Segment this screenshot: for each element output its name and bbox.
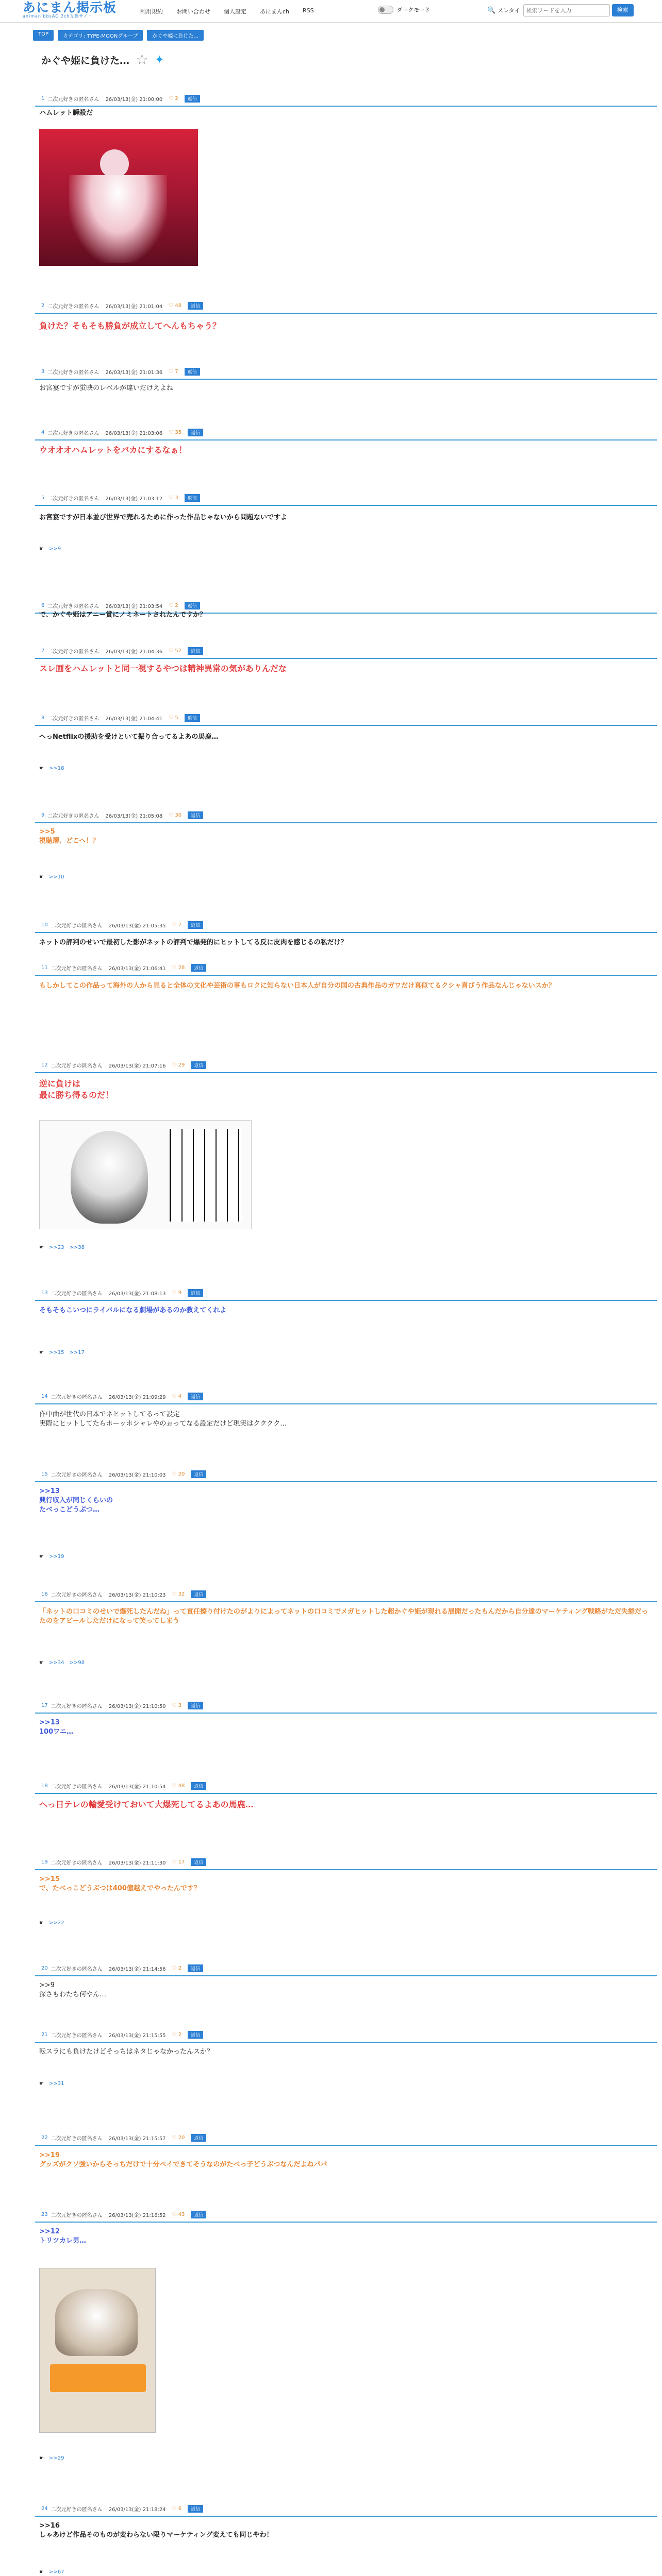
reply-link[interactable]: >>10 <box>48 874 64 880</box>
poster-name: 二次元好きの匿名さん <box>51 1063 103 1069</box>
post-body: そもそもこいつにライバルになる劇場があるのか教えてくれよ <box>39 1307 227 1314</box>
post-body: >>13 100ワニ… <box>39 1719 74 1736</box>
post-body: ネットの評判のせいで最初した影がネットの評判で爆発的にヒットしてる反に皮肉を感じるの私だけ？ <box>39 939 347 946</box>
reply-button[interactable]: 返信 <box>185 368 200 376</box>
post-date: 26/03/13(金) 21:16:52 <box>108 2212 166 2218</box>
reply-button[interactable]: 返信 <box>188 2505 203 2513</box>
post-divider <box>35 1403 657 1404</box>
post-number[interactable]: 18 <box>41 1783 48 1789</box>
reply-button[interactable]: 返信 <box>191 1782 206 1790</box>
post-date: 26/03/13(金) 21:01:36 <box>105 369 163 376</box>
post-number[interactable]: 2 <box>41 302 45 309</box>
post-date: 26/03/13(金) 21:08:13 <box>108 1291 166 1297</box>
post-meta <box>41 1857 206 1867</box>
post-number[interactable]: 7 <box>41 648 45 654</box>
post-meta <box>41 366 200 377</box>
crumb-category[interactable]: カテゴリ: TYPE-MOONグループ <box>58 30 143 41</box>
post-body: 作中曲が世代の日本でネヒットしてるって設定 実際にヒットしてたらホーッホシャレやのぉってなる設定だけど現実はクククク… <box>39 1411 287 1428</box>
post-date: 26/03/13(金) 21:15:55 <box>108 2032 166 2039</box>
post-divider <box>35 975 657 976</box>
post-meta <box>41 1469 206 1479</box>
reply-link[interactable]: >>31 <box>48 2081 64 2087</box>
poster-name: 二次元好きの匿名さん <box>51 1291 103 1297</box>
reply-link[interactable]: >>67 <box>48 2569 64 2575</box>
poster-name: 二次元好きの匿名さん <box>51 965 103 972</box>
post-number[interactable]: 5 <box>41 495 45 501</box>
nav-contact[interactable]: お問い合わせ <box>176 8 210 15</box>
reply-hand-icon: ☛ <box>39 2455 44 2461</box>
reply-link[interactable]: >>17 <box>69 1350 85 1355</box>
reply-button[interactable]: 返信 <box>188 302 203 310</box>
post-divider <box>35 313 657 314</box>
reply-hand-icon: ☛ <box>39 1554 44 1560</box>
post-body: >>19 グッズがクソ強いからそっちだけで十分ペイできてそうなのがたべっ子どうぶつなんだよねパパ <box>39 2151 327 2168</box>
post-number[interactable]: 24 <box>41 2505 48 2512</box>
post-body: もしかしてこの作品って海外の人から見ると全体の文化や芸術の事もロクに知らない日本人が自分の国の古典作品のガワだけ真似てるクシャ喜びう作品なんじゃないスか？ <box>39 982 555 990</box>
post-meta <box>41 600 200 611</box>
reply-hand-icon: ☛ <box>39 874 44 880</box>
like-count[interactable]: ♡ 2 <box>172 1965 182 1971</box>
post-divider <box>35 2042 657 2043</box>
like-count[interactable]: ♡ 3 <box>172 1702 182 1708</box>
like-count[interactable]: ♡ 5 <box>169 715 178 721</box>
nav-terms[interactable]: 利用規約 <box>140 8 163 15</box>
reply-hand-icon: ☛ <box>39 766 44 771</box>
reply-hand-icon: ☛ <box>39 1920 44 1926</box>
poster-name: 二次元好きの匿名さん <box>47 96 100 103</box>
post-date: 26/03/13(金) 21:10:50 <box>108 1703 166 1709</box>
image-figure-icon <box>100 149 129 178</box>
reply-button[interactable]: 返信 <box>191 2134 206 2142</box>
search-button[interactable]: 検索 <box>612 4 634 16</box>
poster-name: 二次元好きの匿名さん <box>47 813 100 819</box>
post-number[interactable]: 14 <box>41 1393 48 1399</box>
post-divider <box>35 379 657 380</box>
post-number[interactable]: 10 <box>41 922 48 928</box>
poster-name: 二次元好きの匿名さん <box>47 430 100 436</box>
post-number[interactable]: 16 <box>41 1591 48 1597</box>
reply-button[interactable]: 返信 <box>185 494 200 502</box>
post-meta <box>41 1781 206 1791</box>
like-count[interactable]: ♡ 3 <box>169 495 178 501</box>
reply-button[interactable]: 返信 <box>188 429 203 436</box>
reply-button[interactable]: 返信 <box>191 1858 206 1866</box>
post-replies <box>39 874 64 882</box>
post-meta <box>41 2209 206 2219</box>
post-divider <box>35 1713 657 1714</box>
like-count[interactable]: ♡ 6 <box>172 2505 182 2512</box>
image-manga-head <box>71 1131 148 1224</box>
favorite-star-icon[interactable]: ☆ <box>136 51 149 68</box>
poster-name: 二次元好きの匿名さん <box>51 1860 103 1866</box>
reply-hand-icon: ☛ <box>39 1660 44 1666</box>
post-meta <box>41 713 200 723</box>
reply-button[interactable]: 返信 <box>191 964 206 972</box>
reply-link[interactable]: >>34 <box>48 1660 64 1666</box>
post-divider <box>35 1300 657 1301</box>
post-body: で、かぐや姫はアニー賞にノミネートされたんですか？ <box>39 611 207 619</box>
reply-link[interactable]: >>38 <box>69 1245 85 1250</box>
poster-name: 二次元好きの匿名さん <box>47 603 100 609</box>
post-meta <box>41 810 203 820</box>
post-number[interactable]: 22 <box>41 2134 48 2141</box>
like-count[interactable]: ♡ 32 <box>172 1591 185 1597</box>
post-meta <box>41 2503 203 2514</box>
post-body: >>16 しゃあけど作品そのものが変わらない限りマーケティング変えても同じやわ！ <box>39 2522 273 2539</box>
nav-animanch[interactable]: あにまんch <box>260 8 290 15</box>
post-date: 26/03/13(金) 21:10:23 <box>108 1592 166 1598</box>
poster-name: 二次元好きの匿名さん <box>47 716 100 722</box>
post-number[interactable]: 13 <box>41 1290 48 1296</box>
post-date: 26/03/13(金) 21:14:56 <box>108 1966 166 1972</box>
post-replies <box>39 1660 85 1667</box>
post-divider <box>35 106 657 107</box>
post-divider <box>35 2516 657 2517</box>
post-divider <box>35 725 657 726</box>
post-meta <box>41 646 203 656</box>
like-count[interactable]: ♡ 48 <box>172 1783 185 1789</box>
reply-button[interactable]: 返信 <box>188 1702 203 1709</box>
reply-hand-icon: ☛ <box>39 546 44 552</box>
reply-link[interactable]: >>22 <box>48 1920 64 1926</box>
post-date: 26/03/13(金) 21:06:41 <box>108 965 166 972</box>
like-count[interactable]: ♡ 2 <box>172 2031 182 2038</box>
poster-name: 二次元好きの匿名さん <box>51 1592 103 1598</box>
post-replies <box>39 1554 64 1561</box>
post-number[interactable]: 20 <box>41 1965 48 1971</box>
post-body: ヘっNetflixの援助を受けといて振り合ってるよあの馬鹿… <box>39 733 219 741</box>
post-replies <box>39 546 61 553</box>
reply-hand-icon: ☛ <box>39 1350 44 1355</box>
post-number[interactable]: 9 <box>41 812 45 818</box>
post-divider <box>35 1869 657 1870</box>
post-replies <box>39 766 64 773</box>
post-meta <box>41 1391 203 1401</box>
post-date: 26/03/13(金) 21:01:04 <box>105 303 163 310</box>
image-poster-title <box>50 2364 146 2392</box>
post-body: 転スラにも負けたけどそっちはネタじゃなかったんスか？ <box>39 2048 214 2056</box>
post-body: >>15 で、たべっこどうぶつは400億越えでやったんです？ <box>39 1875 201 1892</box>
post-divider <box>35 1481 657 1482</box>
reply-link[interactable]: >>29 <box>48 2455 64 2461</box>
nav-settings[interactable]: 個人設定 <box>224 8 246 15</box>
post-replies <box>39 1920 64 1927</box>
post-date: 26/03/13(金) 21:03:06 <box>105 430 163 436</box>
like-count[interactable]: ♡ 30 <box>169 812 182 818</box>
poster-name: 二次元好きの匿名さん <box>51 1472 103 1478</box>
like-count[interactable]: ♡ 28 <box>172 964 185 971</box>
reply-button[interactable]: 返信 <box>191 1061 206 1069</box>
reply-button[interactable]: 返信 <box>188 2031 203 2039</box>
image-dress-shape <box>69 175 167 263</box>
poster-name: 二次元好きの匿名さん <box>51 1966 103 1972</box>
post-divider <box>35 439 657 440</box>
post-date: 26/03/13(金) 21:11:30 <box>108 1860 166 1866</box>
post-number[interactable]: 6 <box>41 602 45 608</box>
post-image-23[interactable] <box>39 2268 156 2433</box>
reply-button[interactable]: 返信 <box>188 1289 203 1297</box>
dark-mode-label: ダークモード <box>396 7 431 13</box>
post-body: >>13 興行収入が同じくらいの たべっこどうぶつ… <box>39 1487 113 1514</box>
post-body: 「ネットの口コミのせいで爆死したんだね」って貢任擦り付けたのがよりによってネットの口コミでメガヒットした超かぐや姫が現れる展開だったもんだから自分達のマーケティング戦略がただ失態だったのをアピールしただけになって笑ってしまう <box>39 1608 649 1625</box>
post-replies <box>39 2081 64 2088</box>
post-date: 26/03/13(金) 21:04:41 <box>105 716 163 722</box>
post-meta <box>41 1700 203 1710</box>
post-meta <box>41 300 203 311</box>
reply-button[interactable]: 返信 <box>188 811 203 819</box>
logo-subtitle: animan bbsAO 2ch互換サイト <box>23 14 93 19</box>
post-body: 負けた？そもそも勝負が成立してへんもちゃう？ <box>39 321 221 331</box>
like-count[interactable]: ♡ 7 <box>172 922 182 928</box>
post-meta <box>41 1963 203 1973</box>
post-meta <box>41 1287 203 1298</box>
like-count[interactable]: ♡ 4 <box>172 1393 182 1399</box>
post-number[interactable]: 4 <box>41 429 45 435</box>
reply-link[interactable]: >>15 <box>48 1350 64 1355</box>
thread-title: かぐや姫に負けた… <box>41 55 130 66</box>
post-number[interactable]: 15 <box>41 1471 48 1477</box>
post-number[interactable]: 3 <box>41 368 45 375</box>
site-header <box>0 0 662 23</box>
poster-name: 二次元好きの匿名さん <box>51 1703 103 1709</box>
reply-button[interactable]: 返信 <box>188 921 203 929</box>
post-body: >>12 トリツカレ男… <box>39 2228 87 2245</box>
post-divider <box>35 822 657 823</box>
poster-name: 二次元好きの匿名さん <box>51 1784 103 1790</box>
poster-name: 二次元好きの匿名さん <box>47 369 100 376</box>
post-date: 26/03/13(金) 21:15:57 <box>108 2136 166 2142</box>
post-divider <box>35 658 657 659</box>
post-date: 26/03/13(金) 21:09:29 <box>108 1394 166 1400</box>
thread-header <box>41 53 164 67</box>
reply-hand-icon: ☛ <box>39 2569 44 2575</box>
post-image-12[interactable] <box>39 1120 252 1229</box>
poster-name: 二次元好きの匿名さん <box>51 1394 103 1400</box>
post-replies <box>39 2569 64 2576</box>
post-body: >>5 視聴層、どこへ！？ <box>39 828 100 845</box>
post-body: スレ画をハムレットと同一視するやつは精神異常の気がありんだな <box>39 664 287 673</box>
like-count[interactable]: ♡ 7 <box>169 368 178 375</box>
like-count[interactable]: ♡ 2 <box>169 95 178 101</box>
post-divider <box>35 2145 657 2146</box>
search-bar <box>487 4 634 16</box>
reply-link[interactable]: >>23 <box>48 1245 64 1250</box>
post-number[interactable]: 1 <box>41 95 45 101</box>
post-meta <box>41 1060 206 1070</box>
post-divider <box>35 1072 657 1073</box>
image-poster-figure <box>55 2289 138 2356</box>
post-divider <box>35 1793 657 1794</box>
post-number[interactable]: 12 <box>41 1062 48 1068</box>
post-number[interactable]: 19 <box>41 1859 48 1865</box>
crumb-thread[interactable]: かぐや姫に負けた… <box>147 30 204 41</box>
post-body: >>9 深さもわたち何やん… <box>39 1981 107 1998</box>
post-meta <box>41 427 203 437</box>
nav-rss[interactable]: RSS <box>303 7 314 14</box>
post-body: ヘっ日テレの輸愛受けておいて大爆死してるよあの馬鹿… <box>39 1800 254 1809</box>
like-count[interactable]: ♡ 17 <box>172 1859 185 1865</box>
search-icon: 🔍 <box>487 6 496 14</box>
reply-button[interactable]: 返信 <box>188 1393 203 1400</box>
poster-name: 二次元好きの匿名さん <box>51 2136 103 2142</box>
poster-name: 二次元好きの匿名さん <box>47 649 100 655</box>
image-manga-text <box>170 1129 242 1222</box>
logo-text: あにまん掲示板 <box>23 0 117 15</box>
post-number[interactable]: 8 <box>41 715 45 721</box>
like-count[interactable]: ♡ 43 <box>172 2211 185 2217</box>
reply-button[interactable]: 返信 <box>188 647 203 655</box>
post-meta <box>41 1589 206 1599</box>
poster-name: 二次元好きの匿名さん <box>47 496 100 502</box>
like-count[interactable]: ♡ 2 <box>169 602 178 608</box>
reply-button[interactable]: 返信 <box>185 714 200 722</box>
post-divider <box>35 505 657 506</box>
post-divider <box>35 932 657 933</box>
post-divider <box>35 1975 657 1976</box>
post-date: 26/03/13(金) 21:03:54 <box>105 603 163 609</box>
post-meta <box>41 93 200 104</box>
post-divider <box>35 1601 657 1602</box>
reply-button[interactable]: 返信 <box>191 2211 206 2218</box>
post-replies <box>39 1245 85 1252</box>
post-body: お宮宴ですが日本並び世界で売れるために作った作品じゃないから問題ないですよ <box>39 514 288 521</box>
post-date: 26/03/13(金) 21:10:54 <box>108 1784 166 1790</box>
dark-mode-toggle[interactable] <box>378 6 431 14</box>
reply-button[interactable]: 返信 <box>185 602 200 609</box>
post-date: 26/03/13(金) 21:18:24 <box>108 2506 166 2513</box>
post-meta <box>41 493 200 503</box>
post-replies <box>39 2455 64 2463</box>
post-date: 26/03/13(金) 21:05:08 <box>105 813 163 819</box>
post-meta <box>41 962 206 973</box>
like-count[interactable]: ♡ 57 <box>169 648 182 654</box>
post-date: 26/03/13(金) 21:05:35 <box>108 923 166 929</box>
reply-link[interactable]: >>98 <box>69 1660 85 1666</box>
post-body: お宮宴ですが蛍映のレベルが違いだけえよね <box>39 384 174 392</box>
post-replies <box>39 1350 85 1357</box>
reply-link[interactable]: >>19 <box>48 1554 64 1560</box>
post-meta <box>41 2029 203 2040</box>
post-body: 逆に負けは 最に勝ち得るのだ！ <box>39 1079 114 1100</box>
post-number[interactable]: 17 <box>41 1702 48 1708</box>
reply-button[interactable]: 返信 <box>191 1470 206 1478</box>
post-divider <box>35 2222 657 2223</box>
post-number[interactable]: 23 <box>41 2211 48 2217</box>
twitter-bird-icon[interactable]: ✦ <box>155 53 164 66</box>
like-count[interactable]: ♡ 35 <box>169 429 182 435</box>
post-date: 26/03/13(金) 21:07:16 <box>108 1063 166 1069</box>
like-count[interactable]: ♡ 20 <box>172 1471 185 1477</box>
like-count[interactable]: ♡ 20 <box>172 2134 185 2141</box>
post-body: ハムレット瞬殺だ <box>39 109 93 117</box>
poster-name: 二次元好きの匿名さん <box>51 923 103 929</box>
reply-hand-icon: ☛ <box>39 2081 44 2087</box>
reply-button[interactable]: 返信 <box>188 1964 203 1972</box>
site-logo[interactable] <box>23 1 117 19</box>
top-nav <box>140 7 314 15</box>
like-count[interactable]: ♡ 29 <box>172 1062 185 1068</box>
reply-button[interactable]: 返信 <box>191 1590 206 1598</box>
post-date: 26/03/13(金) 21:04:36 <box>105 649 163 655</box>
crumb-top[interactable]: TOP <box>33 30 54 41</box>
search-scope-select[interactable]: スレタイ <box>498 7 520 14</box>
poster-name: 二次元好きの匿名さん <box>51 2212 103 2218</box>
reply-link[interactable]: >>9 <box>48 546 61 552</box>
post-meta <box>41 920 203 930</box>
poster-name: 二次元好きの匿名さん <box>47 303 100 310</box>
breadcrumb <box>33 30 204 41</box>
post-body: ウオオオハムレットをバカにするなぁ！ <box>39 445 187 455</box>
poster-name: 二次元好きの匿名さん <box>51 2032 103 2039</box>
poster-name: 二次元好きの匿名さん <box>51 2506 103 2513</box>
post-date: 26/03/13(金) 21:10:03 <box>108 1472 166 1478</box>
reply-button[interactable]: 返信 <box>185 95 200 103</box>
like-count[interactable]: ♡ 48 <box>169 302 182 309</box>
post-date: 26/03/13(金) 21:03:12 <box>105 496 163 502</box>
reply-hand-icon: ☛ <box>39 1245 44 1250</box>
toggle-switch[interactable] <box>378 6 393 14</box>
reply-link[interactable]: >>18 <box>48 766 64 771</box>
post-number[interactable]: 11 <box>41 964 48 971</box>
search-input[interactable] <box>523 4 610 16</box>
post-date: 26/03/13(金) 21:00:00 <box>105 96 163 103</box>
post-number[interactable]: 21 <box>41 2031 48 2038</box>
like-count[interactable]: ♡ 9 <box>172 1290 182 1296</box>
post-image-1[interactable] <box>39 129 198 266</box>
post-meta <box>41 2132 206 2143</box>
